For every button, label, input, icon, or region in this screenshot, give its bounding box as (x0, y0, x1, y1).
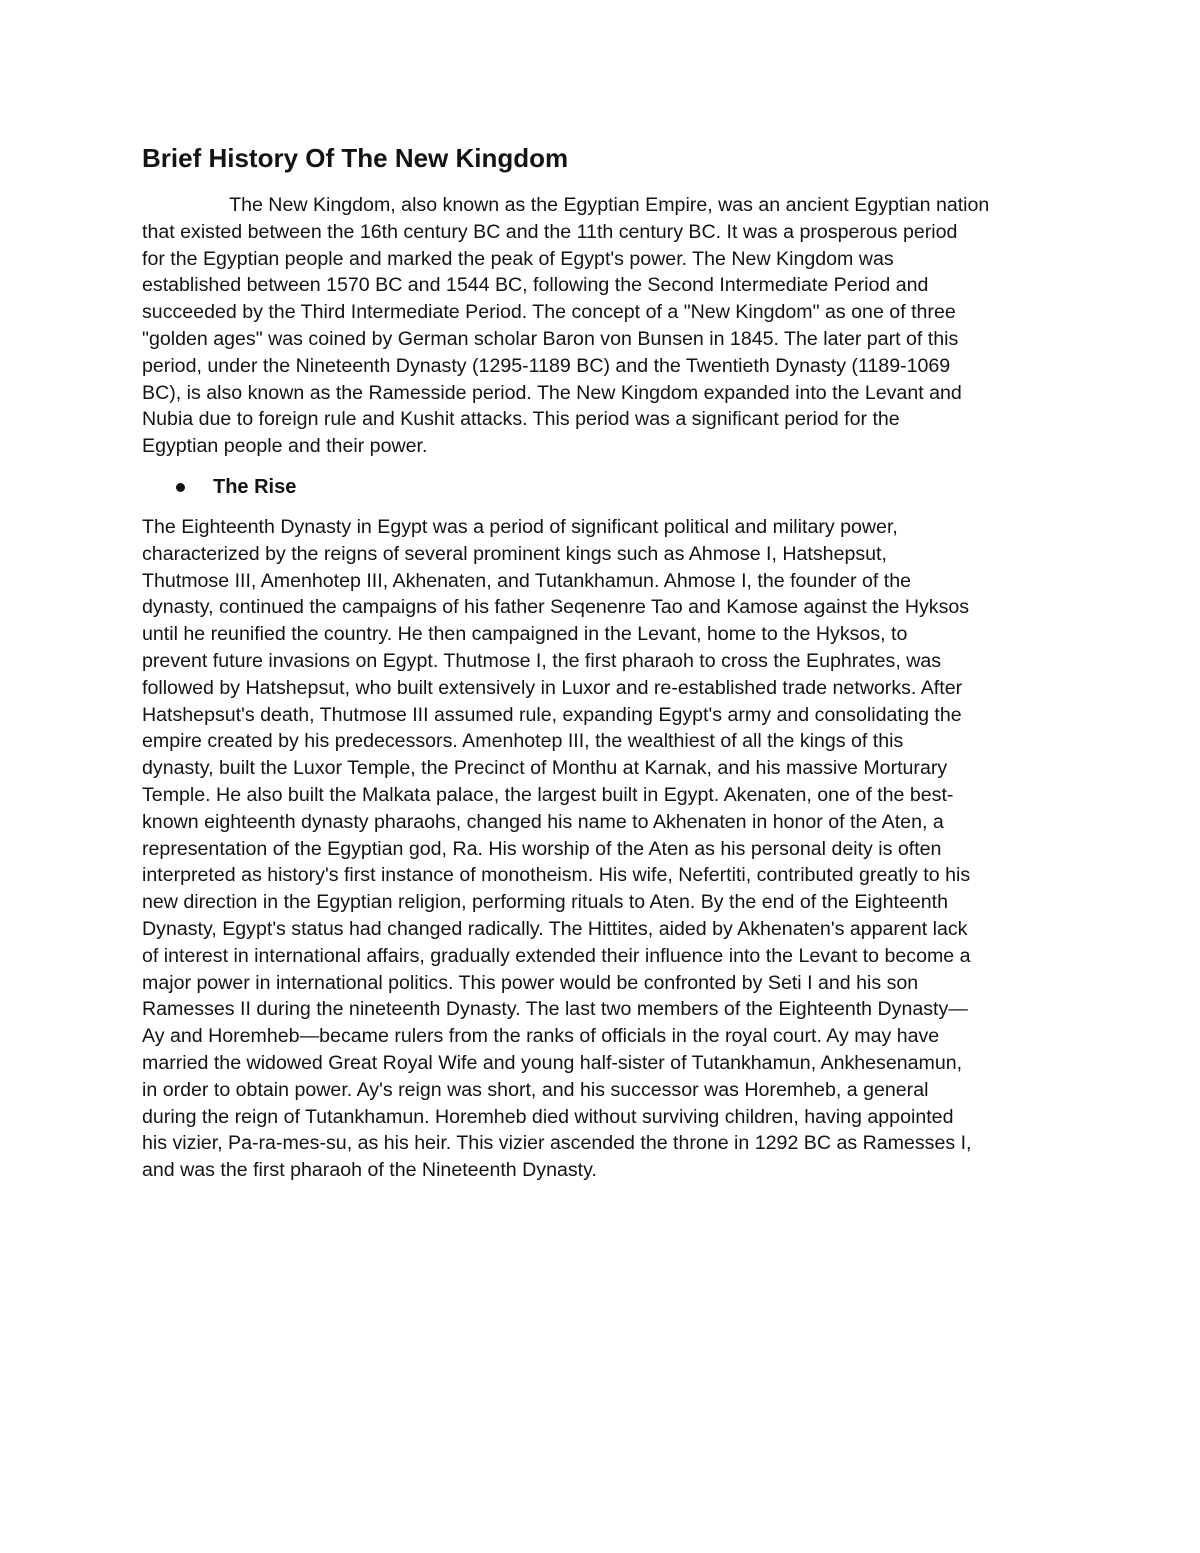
bullet-icon (176, 483, 185, 492)
section-heading: The Rise (213, 476, 297, 498)
document-title: Brief History Of The New Kingdom (142, 143, 569, 173)
section-bullet (142, 473, 742, 501)
intro-paragraph: The New Kingdom, also known as the Egyptian Empire, was an ancient Egyptian nation that existed between the 16th century BC and the 11th century BC. It was a prosperous period for the Egyptian people and marked the peak of Egypt's power. The New Kingdom was established between 1570 BC and 1544 BC, following the Second Intermediate Period and succeeded by the Third Intermediate Period. The concept of a "New Kingdom" as one of three "golden ages" was coined by German scholar Baron von Bunsen in 1845. The later part of this period, under the Nineteenth Dynasty (1295-1189 BC) and the Twentieth Dynasty (1189-1069 BC), is also known as the Ramesside period. The New Kingdom expanded into the Levant and Nubia due to foreign rule and Kushit attacks. This period was a significant period for the Egyptian people and their power. (142, 194, 990, 458)
rise-paragraph: The Eighteenth Dynasty in Egypt was a period of significant political and military power, characterized by the reigns of several prominent kings such as Ahmose I, Hatshepsut, Thutmose III, Amenhotep III, Akhenaten, and Tutankhamun. Ahmose I, the founder of the dynasty, continued the campaigns of his father Seqenenre Tao and Kamose against the Hyksos until he reunified the country. He then campaigned in the Levant, home to the Hyksos, to prevent future invasions on Egypt. Thutmose I, the first pharaoh to cross the Euphrates, was followed by Hatshepsut, who built extensively in Luxor and re-established trade networks. After Hatshepsut's death, Thutmose III assumed rule, expanding Egypt's army and consolidating the empire created by his predecessors. Amenhotep III, the wealthiest of all the kings of this dynasty, built the Luxor Temple, the Precinct of Monthu at Karnak, and his massive Morturary Temple. He also built the Malkata palace, the largest built in Egypt. Akenaten, one of the best- known eighteenth dynasty pharaohs, changed his name to Akhenaten in honor of the Aten, a representation of the Egyptian god, Ra. His worship of the Aten as his personal deity is often interpreted as history's first instance of monotheism. His wife, Nefertiti, contributed greatly to his new direction in the Egyptian religion, performing rituals to Aten. By the end of the Eighteenth Dynasty, Egypt's status had changed radically. The Hittites, aided by Akhenaten's apparent lack of interest in international affairs, gradually extended their influence into the Levant to become a major power in international politics. This power would be confronted by Seti I and his son Ramesses II during the nineteenth Dynasty. The last two members of the Eighteenth Dynasty— Ay and Horemheb—became rulers from the ranks of officials in the royal court. Ay may have married the widowed Great Royal Wife and young half-sister of Tutankhamun, Ankhesenamun, in order to obtain power. Ay's reign was short, and his successor was Horemheb, a general during the reign of Tutankhamun. Horemheb died without surviving children, having appointed his vizier, Pa-ra-mes-su, as his heir. This vizier ascended the throne in 1292 BC as Ramesses I, and was the first pharaoh of the Nineteenth Dynasty. (142, 516, 972, 1182)
